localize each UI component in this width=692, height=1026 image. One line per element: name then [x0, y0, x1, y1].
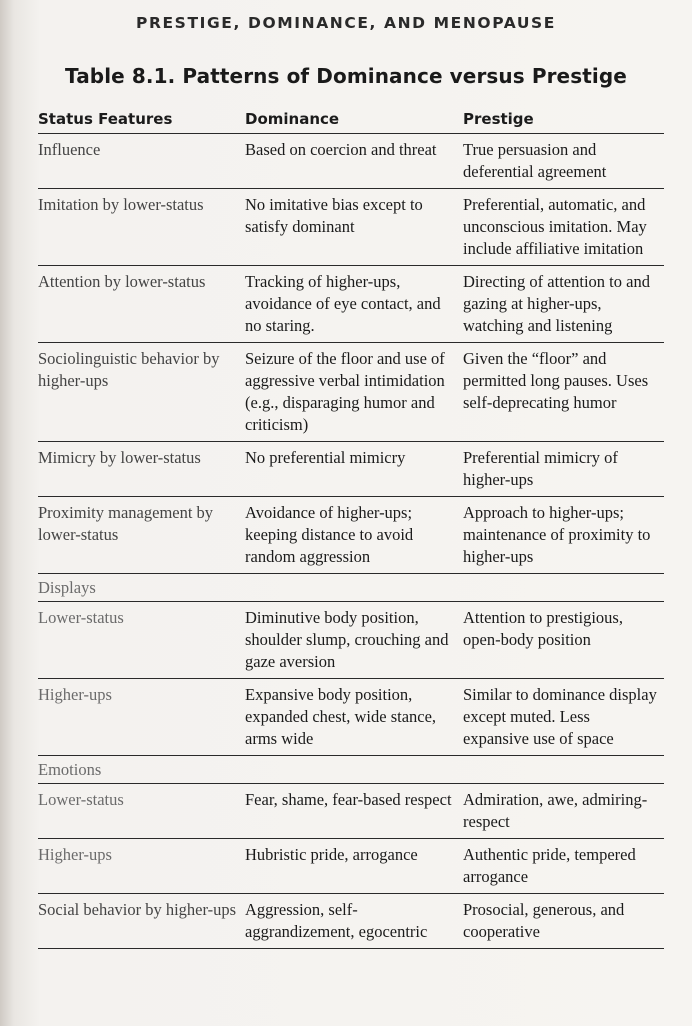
dominance-cell: Hubristic pride, arrogance	[245, 839, 463, 894]
table-section-row	[38, 756, 664, 784]
table-row	[38, 343, 664, 442]
dominance-cell: Avoidance of higher-ups; keeping distance to avoid random aggression	[245, 497, 463, 574]
table-caption: Table 8.1. Patterns of Dominance versus Prestige	[65, 64, 627, 88]
column-header-prestige: Prestige	[463, 104, 664, 134]
table-row	[38, 134, 664, 189]
dominance-cell: Aggression, self-aggrandizement, egocentric	[245, 894, 463, 949]
dominance-cell: Tracking of higher-ups, avoidance of eye contact, and no staring.	[245, 266, 463, 343]
empty-cell	[463, 756, 664, 784]
table-row	[38, 894, 664, 949]
running-head: PRESTIGE, DOMINANCE, AND MENOPAUSE	[136, 14, 556, 32]
prestige-cell: True persuasion and deferential agreement	[463, 134, 664, 189]
prestige-cell: Approach to higher-ups; maintenance of proximity to higher-ups	[463, 497, 664, 574]
prestige-cell: Given the “floor” and permitted long pauses. Uses self-deprecating humor	[463, 343, 664, 442]
table-row	[38, 784, 664, 839]
dominance-cell: Fear, shame, fear-based respect	[245, 784, 463, 839]
status-feature-cell: Sociolinguistic behavior by higher-ups	[38, 343, 245, 442]
table-header-row	[38, 104, 664, 134]
status-feature-cell: Lower-status	[38, 784, 245, 839]
status-feature-cell: Imitation by lower-status	[38, 189, 245, 266]
dominance-cell: No imitative bias except to satisfy dominant	[245, 189, 463, 266]
status-feature-cell: Lower-status	[38, 602, 245, 679]
empty-cell	[245, 756, 463, 784]
column-header-status-features: Status Features	[38, 104, 245, 134]
dominance-prestige-table	[38, 104, 664, 949]
column-header-dominance: Dominance	[245, 104, 463, 134]
dominance-cell: Based on coercion and threat	[245, 134, 463, 189]
prestige-cell: Preferential mimicry of higher-ups	[463, 442, 664, 497]
status-feature-cell: Higher-ups	[38, 679, 245, 756]
dominance-cell: Expansive body position, expanded chest, wide stance, arms wide	[245, 679, 463, 756]
prestige-cell: Attention to prestigious, open-body position	[463, 602, 664, 679]
empty-cell	[245, 574, 463, 602]
prestige-cell: Admiration, awe, admiring-respect	[463, 784, 664, 839]
section-heading: Emotions	[38, 756, 245, 784]
status-feature-cell: Mimicry by lower-status	[38, 442, 245, 497]
table-row	[38, 602, 664, 679]
prestige-cell: Prosocial, generous, and cooperative	[463, 894, 664, 949]
dominance-cell: Seizure of the floor and use of aggressive verbal intimidation (e.g., disparaging humor and criticism)	[245, 343, 463, 442]
prestige-cell: Directing of attention to and gazing at higher-ups, watching and listening	[463, 266, 664, 343]
dominance-cell: No preferential mimicry	[245, 442, 463, 497]
table-row	[38, 497, 664, 574]
status-feature-cell: Influence	[38, 134, 245, 189]
status-feature-cell: Attention by lower-status	[38, 266, 245, 343]
dominance-cell: Diminutive body position, shoulder slump, crouching and gaze aversion	[245, 602, 463, 679]
table-row	[38, 839, 664, 894]
table-body	[38, 134, 664, 949]
prestige-cell: Authentic pride, tempered arrogance	[463, 839, 664, 894]
table-row	[38, 679, 664, 756]
section-heading: Displays	[38, 574, 245, 602]
table-row	[38, 189, 664, 266]
prestige-cell: Similar to dominance display except muted. Less expansive use of space	[463, 679, 664, 756]
status-feature-cell: Higher-ups	[38, 839, 245, 894]
table-row	[38, 266, 664, 343]
prestige-cell: Preferential, automatic, and unconscious imitation. May include affiliative imitation	[463, 189, 664, 266]
status-feature-cell: Proximity management by lower-status	[38, 497, 245, 574]
table-row	[38, 442, 664, 497]
table-section-row	[38, 574, 664, 602]
empty-cell	[463, 574, 664, 602]
status-feature-cell: Social behavior by higher-ups	[38, 894, 245, 949]
